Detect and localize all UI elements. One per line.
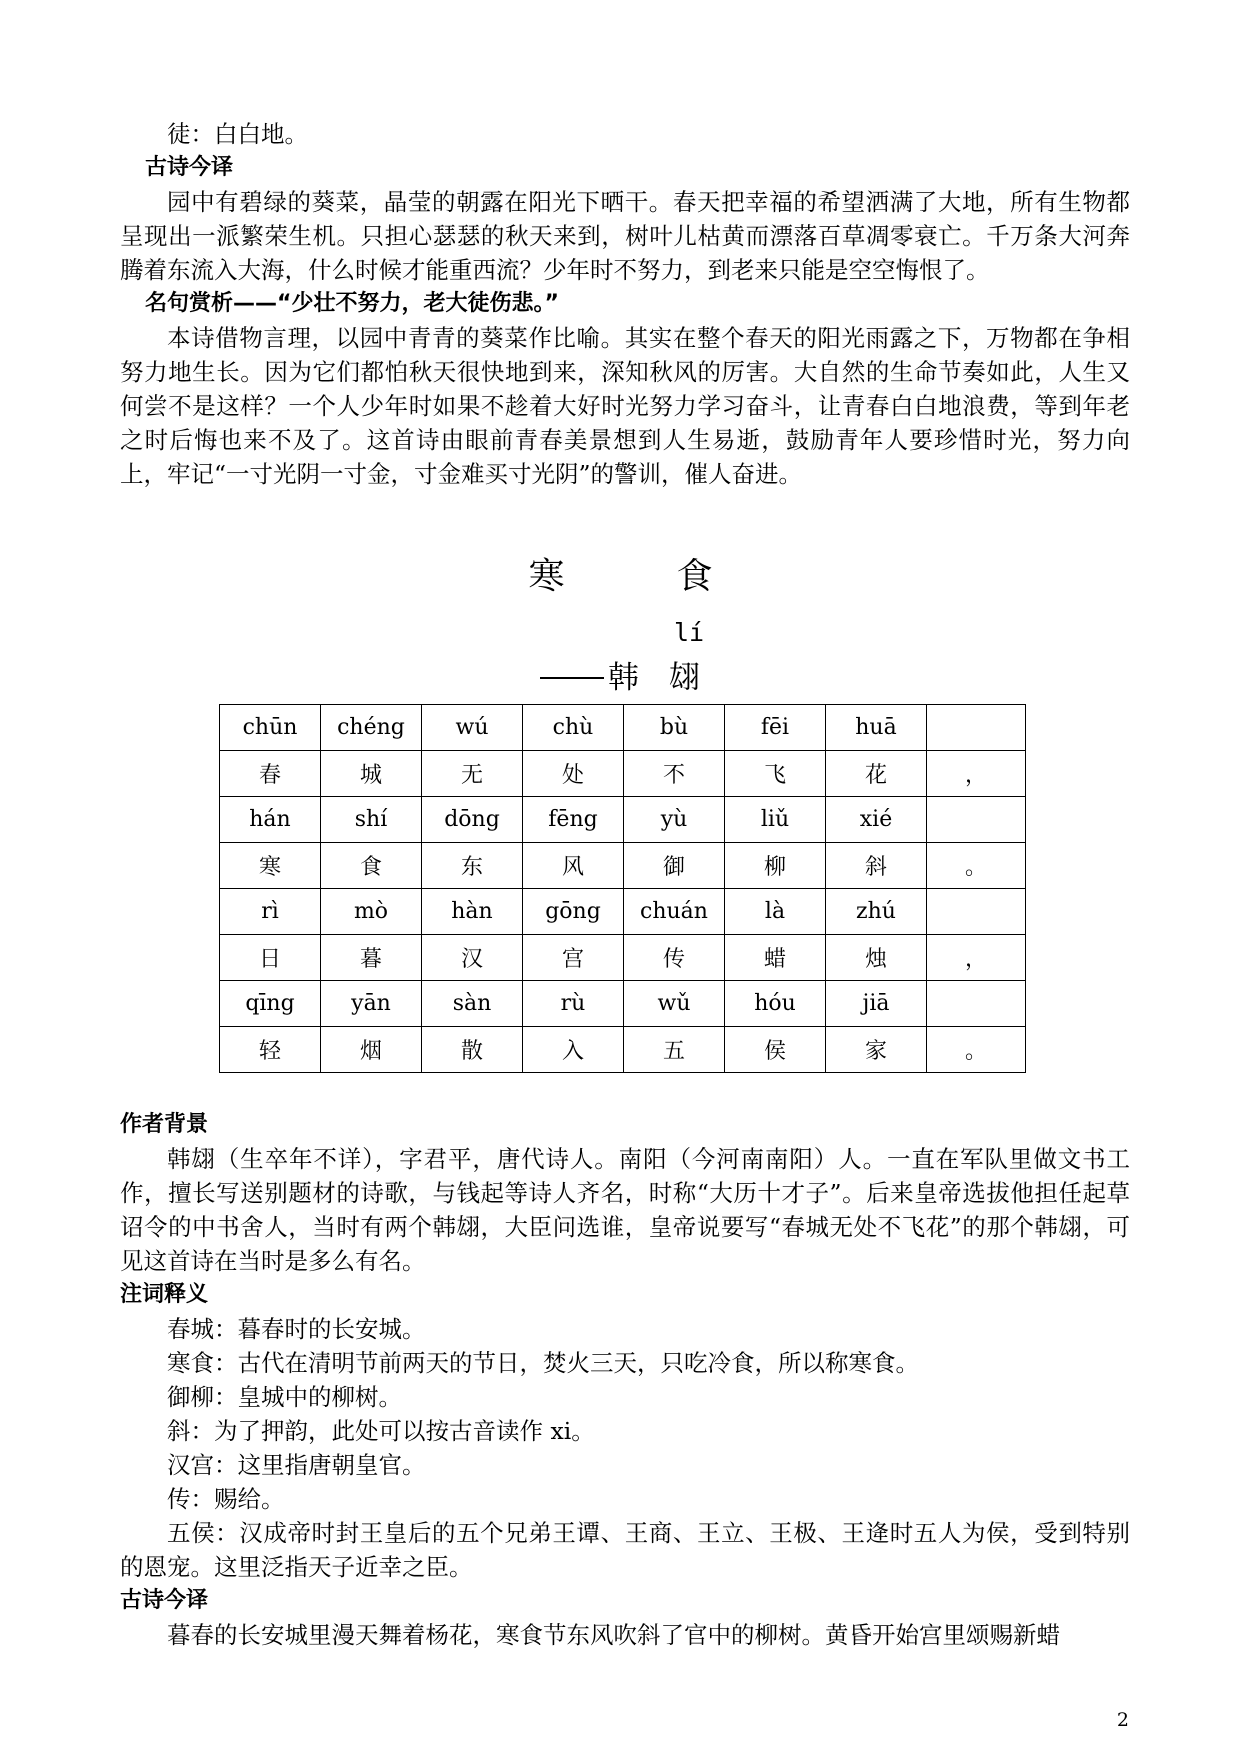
char-cell: 不 [624,751,725,797]
char-cell: 花 [826,751,927,797]
note-tu: 徒：白白地。 [167,120,308,148]
translation-heading-bottom: 古诗今译 [120,1588,209,1613]
pinyin-cell: yān [321,981,422,1027]
pinyin-cell: hóu [725,981,826,1027]
pinyin-cell [927,797,1026,843]
char-cell: 食 [321,843,422,889]
translation-heading-top: 古诗今译 [145,155,234,180]
pinyin-cell: chéng [321,705,422,751]
analysis-heading: 名句赏析——“少壮不努力，老大徒伤悲。” [145,291,559,316]
pinyin-row [220,797,1026,843]
background-heading: 作者背景 [120,1112,209,1137]
note-item: 御柳：皇城中的柳树。 [167,1383,402,1411]
bottom-section [120,1108,1130,1652]
author-name-1: 韩 [608,660,639,696]
pinyin-cell: xié [826,797,927,843]
author-pinyin: lí [674,618,705,647]
note-item: 春城：暮春时的长安城。 [167,1315,426,1343]
pinyin-cell: wú [422,705,523,751]
pinyin-cell: bù [624,705,725,751]
pinyin-cell [927,981,1026,1027]
char-cell: 。 [927,843,1026,889]
char-cell: ， [927,935,1026,981]
pinyin-cell: chuán [624,889,725,935]
char-cell: 日 [220,935,321,981]
pinyin-cell: chù [523,705,624,751]
char-cell: 入 [523,1027,624,1073]
translation-text-bottom: 暮春的长安城里漫天舞着杨花，寒食节东风吹斜了官中的柳树。黄昏开始宫里颂赐新蜡 [167,1621,1060,1649]
char-cell: 斜 [826,843,927,889]
char-row [220,1027,1026,1073]
char-cell: 蜡 [725,935,826,981]
char-cell: 。 [927,1027,1026,1073]
char-cell: 处 [523,751,624,797]
pinyin-cell: fēng [523,797,624,843]
pinyin-row [220,705,1026,751]
char-row [220,751,1026,797]
note-item: 五侯：汉成帝时封王皇后的五个兄弟王谭、王商、王立、王极、王逄时五人为侯，受到特别的恩宠。这里泛指天子近幸之臣。 [120,1519,1130,1581]
poem-table [219,704,1026,1073]
char-cell: ， [927,751,1026,797]
char-cell: 轻 [220,1027,321,1073]
page-number: 2 [1116,1709,1129,1731]
char-cell: 风 [523,843,624,889]
char-cell: 传 [624,935,725,981]
char-cell: 柳 [725,843,826,889]
pinyin-cell: shí [321,797,422,843]
author-name-2: 翃 [669,660,700,696]
pinyin-cell: fēi [725,705,826,751]
pinyin-cell: rì [220,889,321,935]
pinyin-cell: rù [523,981,624,1027]
note-item: 斜：为了押韵，此处可以按古音读作 xi。 [167,1417,595,1445]
note-item: 汉宫：这里指唐朝皇官。 [167,1451,426,1479]
char-cell: 家 [826,1027,927,1073]
pinyin-cell: huā [826,705,927,751]
char-cell: 宫 [523,935,624,981]
pinyin-cell: liǔ [725,797,826,843]
notes-heading: 注词释义 [120,1282,209,1307]
background-text: 韩翃（生卒年不详），字君平，唐代诗人。南阳（今河南南阳）人。一直在军队里做文书工作，擅长写送别题材的诗歌，与钱起等诗人齐名，时称“大历十才子”。后来皇帝选拔他担任起草诏令的中书舍人，当时有两个韩翃，大臣问选谁，皇帝说要写“春城无处不飞花”的那个韩翃，可见这首诗在当时是多么有名。 [120,1145,1130,1275]
char-cell: 御 [624,843,725,889]
top-section [120,117,1130,491]
pinyin-cell: jiā [826,981,927,1027]
pinyin-cell: sàn [422,981,523,1027]
pinyin-cell: wǔ [624,981,725,1027]
pinyin-cell: là [725,889,826,935]
char-cell: 烟 [321,1027,422,1073]
pinyin-cell: gōng [523,889,624,935]
char-cell: 寒 [220,843,321,889]
note-item: 传：赐给。 [167,1485,285,1513]
char-cell: 烛 [826,935,927,981]
char-cell: 城 [321,751,422,797]
pinyin-cell: qīng [220,981,321,1027]
poem-title: 寒 食 [528,556,751,597]
char-row [220,935,1026,981]
char-cell: 五 [624,1027,725,1073]
char-cell: 东 [422,843,523,889]
char-cell: 暮 [321,935,422,981]
pinyin-cell: hàn [422,889,523,935]
char-cell: 飞 [725,751,826,797]
pinyin-cell: zhú [826,889,927,935]
char-cell: 春 [220,751,321,797]
pinyin-cell: yù [624,797,725,843]
pinyin-cell [927,705,1026,751]
pinyin-cell: hán [220,797,321,843]
char-cell: 散 [422,1027,523,1073]
analysis-text: 本诗借物言理，以园中青青的葵菜作比喻。其实在整个春天的阳光雨露之下，万物都在争相努力地生长。因为它们都怕秋天很快地到来，深知秋风的厉害。大自然的生命节奏如此，人生又何尝不是这样？一个人少年时如果不趁着大好时光努力学习奋斗，让青春白白地浪费，等到年老之时后悔也来不及了。这首诗由眼前青春美景想到人生易逝，鼓励青年人要珍惜时光，努力向上，牢记“一寸光阴一寸金，寸金难买寸光阴”的警训，催人奋进。 [120,324,1130,488]
pinyin-row [220,981,1026,1027]
char-row [220,843,1026,889]
pinyin-cell: chūn [220,705,321,751]
author-dash [540,677,604,679]
pinyin-row [220,889,1026,935]
pinyin-cell [927,889,1026,935]
char-cell: 侯 [725,1027,826,1073]
char-cell: 无 [422,751,523,797]
note-item: 寒食：古代在清明节前两天的节日，焚火三天，只吃冷食，所以称寒食。 [167,1349,919,1377]
pinyin-cell: dōng [422,797,523,843]
char-cell: 汉 [422,935,523,981]
translation-text-top: 园中有碧绿的葵菜，晶莹的朝露在阳光下晒干。春天把幸福的希望洒满了大地，所有生物都呈现出一派繁荣生机。只担心瑟瑟的秋天来到，树叶儿枯黄而漂落百草凋零衰亡。千万条大河奔腾着东流入大海，什么时候才能重西流？少年时不努力，到老来只能是空空悔恨了。 [120,188,1130,284]
poem-author [540,618,720,696]
pinyin-cell: mò [321,889,422,935]
